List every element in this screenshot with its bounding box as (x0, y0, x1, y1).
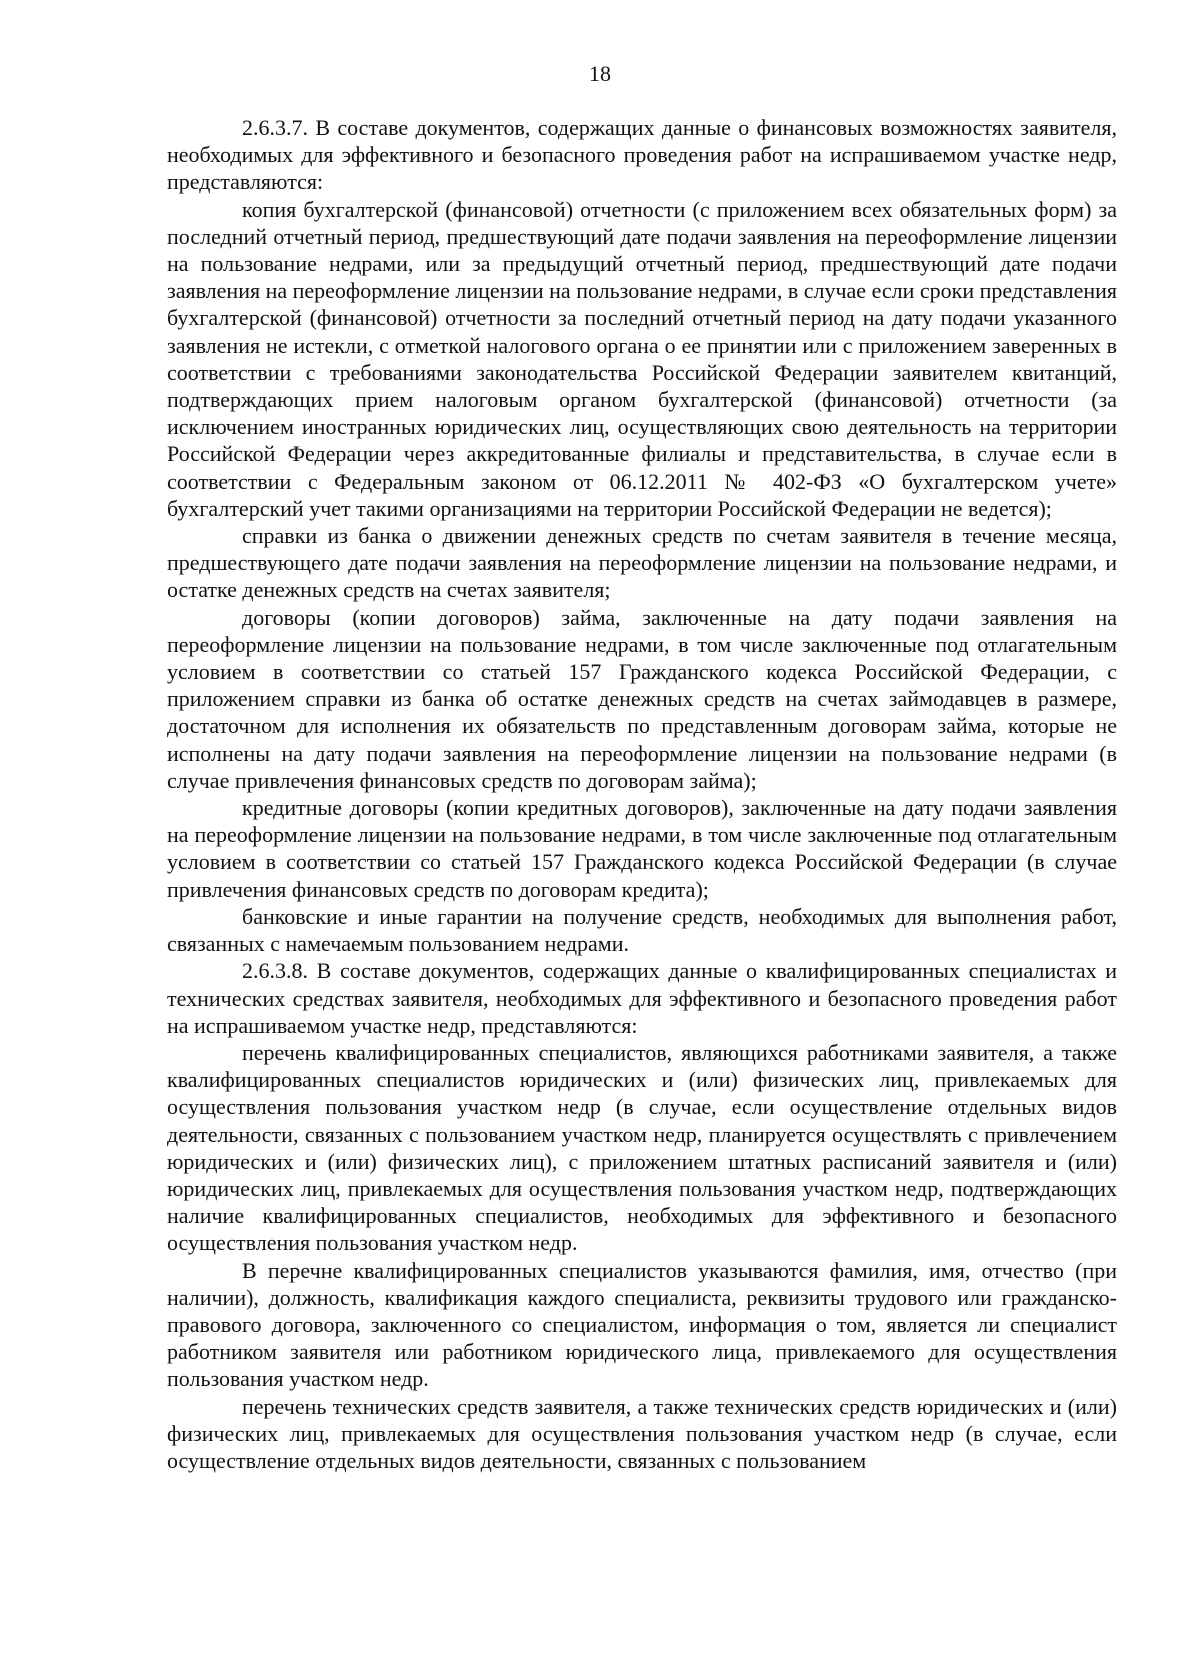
paragraph-technical-means: перечень технических средств заявителя, а также технических средств юридических и (или) физических лиц, привлекаемых для осуществления пользования участком недр (в случае, если осуществление отдельных видов деятельности, связанных с пользованием (167, 1393, 1117, 1473)
document-body (167, 114, 1117, 1474)
paragraph-specialists-details: В перечне квалифицированных специалистов указываются фамилия, имя, отчество (при наличии), должность, квалификация каждого специалиста, реквизиты трудового или гражданско-правового договора, заключенного со специалистом, информация о том, является ли специалист работником заявителя или работником юридического лица, привлекаемого для осуществления пользования участком недр. (167, 1257, 1117, 1392)
paragraph-credit-agreements: кредитные договоры (копии кредитных договоров), заключенные на дату подачи заявления на переоформление лицензии на пользование недрами, в том числе заключенные под отлагательным условием в соответствии со статьей 157 Гражданского кодекса Российской Федерации (в случае привлечения финансовых средств по договорам кредита); (167, 795, 1117, 902)
paragraph-loan-agreements: договоры (копии договоров) займа, заключенные на дату подачи заявления на переоформление лицензии на пользование недрами, в том числе заключенные под отлагательным условием в соответствии со статьей 157 Гражданского кодекса Российской Федерации, с приложением справки из банка об остатке денежных средств на счетах займодавцев в размере, достаточном для исполнения их обязательств по представленным договорам займа, которые не исполнены на дату подачи заявления на переоформление лицензии на пользование недрами (в случае привлечения финансовых средств по договорам займа); (167, 604, 1117, 793)
page-number: 18 (589, 61, 611, 86)
paragraph-bank-guarantees: банковские и иные гарантии на получение средств, необходимых для выполнения работ, связанных с намечаемым пользованием недрами. (167, 903, 1117, 957)
paragraph-2-6-3-8-intro: 2.6.3.8. В составе документов, содержащих данные о квалифицированных специалистах и технических средствах заявителя, необходимых для эффективного и безопасного проведения работ на испрашиваемом участке недр, представляются: (167, 958, 1117, 1038)
paragraph-specialists-list: перечень квалифицированных специалистов, являющихся работниками заявителя, а также квалифицированных специалистов юридических и (или) физических лиц, привлекаемых для осуществления пользования участком недр (в случае, если осуществление отдельных видов деятельности, связанных с пользованием участком недр, планируется осуществлять с привлечением юридических и (или) физических лиц), с приложением штатных расписаний заявителя и (или) юридических лиц, привлекаемых для осуществления пользования участком недр, подтверждающих наличие квалифицированных специалистов, необходимых для эффективного и безопасного осуществления пользования участком недр. (167, 1039, 1117, 1256)
paragraph-bank-statements: справки из банка о движении денежных средств по счетам заявителя в течение месяца, предшествующего дате подачи заявления на переоформление лицензии на пользование недрами, и остатке денежных средств на счетах заявителя; (167, 523, 1117, 603)
paragraph-2-6-3-7-intro: 2.6.3.7. В составе документов, содержащих данные о финансовых возможностях заявителя, необходимых для эффективного и безопасного проведения работ на испрашиваемом участке недр, представляются: (167, 115, 1117, 195)
paragraph-financial-statements: копия бухгалтерской (финансовой) отчетности (с приложением всех обязательных форм) за последний отчетный период, предшествующий дате подачи заявления на переоформление лицензии на пользование недрами, или за предыдущий отчетный период, предшествующий дате подачи заявления на переоформление лицензии на пользование недрами, в случае если сроки представления бухгалтерской (финансовой) отчетности за последний отчетный период на дату подачи указанного заявления не истекли, с отметкой налогового органа о ее принятии или с приложением заверенных в соответствии с требованиями законодательства Российской Федерации заявителем квитанций, подтверждающих прием налоговым органом бухгалтерской (финансовой) отчетности (за исключением иностранных юридических лиц, осуществляющих свою деятельность на территории Российской Федерации через аккредитованные филиалы и представительства, в случае если в соответствии с Федеральным законом от 06.12.2011 № 402-ФЗ «О бухгалтерском учете» бухгалтерский учет такими организациями на территории Российской Федерации не ведется); (167, 196, 1117, 521)
